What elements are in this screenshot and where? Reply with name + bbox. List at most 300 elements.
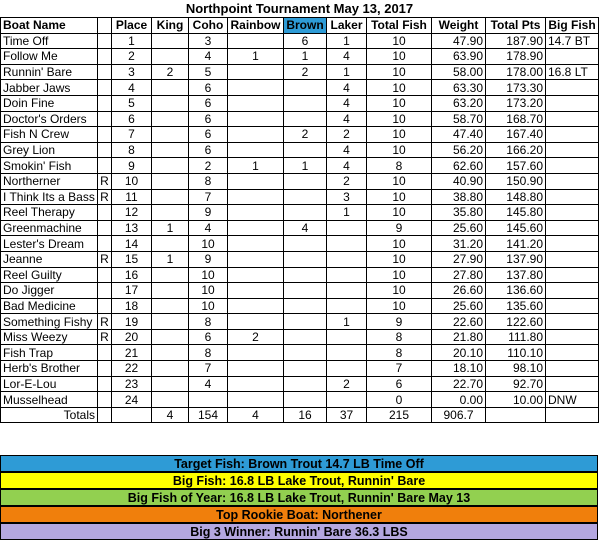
cell-coho: 6	[189, 95, 228, 111]
cell-king	[152, 361, 189, 377]
cell-place: 19	[112, 314, 152, 330]
cell-total-fish: 0	[367, 392, 432, 408]
cell-coho: 7	[189, 361, 228, 377]
cell-rookie-flag	[98, 33, 112, 49]
cell-weight: 35.80	[432, 205, 486, 221]
totals-row	[1, 407, 599, 423]
cell-rainbow	[228, 392, 284, 408]
cell-big-fish	[546, 173, 599, 189]
cell-boat-name: Something Fishy	[1, 314, 98, 330]
cell-boat-name: Smokin' Fish	[1, 158, 98, 174]
cell-weight: 63.90	[432, 49, 486, 65]
totals-brown: 16	[284, 407, 327, 423]
cell-rainbow	[228, 80, 284, 96]
cell-rookie-flag	[98, 267, 112, 283]
cell-king	[152, 127, 189, 143]
cell-rainbow	[228, 314, 284, 330]
cell-big-fish	[546, 189, 599, 205]
cell-big-fish	[546, 205, 599, 221]
cell-boat-name: Runnin' Bare	[1, 64, 98, 80]
col-header-weight: Weight	[432, 18, 486, 34]
cell-boat-name: Lor-E-Lou	[1, 376, 98, 392]
cell-laker: 4	[327, 142, 367, 158]
cell-rookie-flag	[98, 205, 112, 221]
cell-big-fish: 14.7 BT	[546, 33, 599, 49]
cell-laker: 4	[327, 80, 367, 96]
cell-boat-name: Fish N Crew	[1, 127, 98, 143]
cell-rookie-flag	[98, 345, 112, 361]
cell-big-fish	[546, 142, 599, 158]
cell-coho: 4	[189, 220, 228, 236]
cell-place: 14	[112, 236, 152, 252]
cell-rookie-flag: R	[98, 329, 112, 345]
cell-boat-name: Doin Fine	[1, 95, 98, 111]
cell-boat-name: Time Off	[1, 33, 98, 49]
cell-place: 13	[112, 220, 152, 236]
cell-rainbow	[228, 64, 284, 80]
cell-place: 23	[112, 376, 152, 392]
col-header-laker: Laker	[327, 18, 367, 34]
cell-laker	[327, 283, 367, 299]
cell-coho: 3	[189, 33, 228, 49]
cell-rookie-flag	[98, 283, 112, 299]
cell-laker: 1	[327, 205, 367, 221]
cell-laker: 1	[327, 64, 367, 80]
cell-weight: 26.60	[432, 283, 486, 299]
cell-total-pts: 178.90	[486, 49, 546, 65]
cell-king	[152, 345, 189, 361]
cell-place: 4	[112, 80, 152, 96]
cell-place: 24	[112, 392, 152, 408]
cell-rookie-flag	[98, 220, 112, 236]
cell-boat-name: I Think Its a Bass	[1, 189, 98, 205]
cell-rainbow	[228, 283, 284, 299]
cell-boat-name: Bad Medicine	[1, 298, 98, 314]
cell-laker	[327, 298, 367, 314]
cell-big-fish	[546, 111, 599, 127]
cell-king	[152, 33, 189, 49]
cell-rainbow: 2	[228, 329, 284, 345]
totals-rainbow: 4	[228, 407, 284, 423]
cell-place: 8	[112, 142, 152, 158]
cell-weight: 58.00	[432, 64, 486, 80]
cell-brown	[284, 329, 327, 345]
cell-brown	[284, 189, 327, 205]
cell-total-fish: 8	[367, 345, 432, 361]
cell-total-pts: 166.20	[486, 142, 546, 158]
cell-total-fish: 10	[367, 33, 432, 49]
cell-total-fish: 10	[367, 111, 432, 127]
cell-place: 18	[112, 298, 152, 314]
cell-king	[152, 314, 189, 330]
results-body	[1, 33, 599, 407]
cell-weight: 27.90	[432, 251, 486, 267]
cell-coho	[189, 392, 228, 408]
table-row	[1, 283, 599, 299]
cell-rookie-flag	[98, 236, 112, 252]
cell-place: 2	[112, 49, 152, 65]
cell-total-pts: 135.60	[486, 298, 546, 314]
cell-rainbow: 1	[228, 158, 284, 174]
table-row	[1, 49, 599, 65]
col-header-rainbow: Rainbow	[228, 18, 284, 34]
table-row	[1, 220, 599, 236]
totals-total-fish: 215	[367, 407, 432, 423]
cell-king	[152, 49, 189, 65]
cell-boat-name: Lester's Dream	[1, 236, 98, 252]
cell-weight: 20.10	[432, 345, 486, 361]
cell-king	[152, 189, 189, 205]
cell-total-pts: 187.90	[486, 33, 546, 49]
cell-weight: 25.60	[432, 298, 486, 314]
cell-king	[152, 376, 189, 392]
cell-total-fish: 10	[367, 80, 432, 96]
cell-brown	[284, 345, 327, 361]
cell-big-fish	[546, 345, 599, 361]
results-table	[0, 17, 599, 423]
totals-cell	[546, 407, 599, 423]
cell-laker	[327, 251, 367, 267]
cell-total-fish: 9	[367, 314, 432, 330]
cell-brown: 6	[284, 33, 327, 49]
table-row	[1, 111, 599, 127]
cell-coho: 6	[189, 111, 228, 127]
cell-total-pts: 111.80	[486, 329, 546, 345]
cell-brown: 1	[284, 158, 327, 174]
cell-coho: 8	[189, 314, 228, 330]
cell-total-pts: 122.60	[486, 314, 546, 330]
cell-big-fish	[546, 95, 599, 111]
cell-total-pts: 157.60	[486, 158, 546, 174]
cell-weight: 63.20	[432, 95, 486, 111]
cell-total-fish: 10	[367, 49, 432, 65]
cell-boat-name: Musselhead	[1, 392, 98, 408]
cell-king	[152, 298, 189, 314]
cell-total-fish: 8	[367, 329, 432, 345]
cell-big-fish	[546, 80, 599, 96]
target-fish-banner: Target Fish: Brown Trout 14.7 LB Time Off	[0, 455, 598, 472]
cell-boat-name: Do Jigger	[1, 283, 98, 299]
cell-rainbow: 1	[228, 49, 284, 65]
cell-rainbow	[228, 95, 284, 111]
cell-laker: 4	[327, 49, 367, 65]
cell-boat-name: Fish Trap	[1, 345, 98, 361]
table-row	[1, 345, 599, 361]
totals-cell	[98, 407, 112, 423]
cell-total-pts: 110.10	[486, 345, 546, 361]
cell-rookie-flag	[98, 376, 112, 392]
cell-rookie-flag	[98, 127, 112, 143]
cell-total-pts: 10.00	[486, 392, 546, 408]
cell-total-fish: 9	[367, 220, 432, 236]
cell-total-fish: 10	[367, 95, 432, 111]
table-row	[1, 329, 599, 345]
cell-place: 16	[112, 267, 152, 283]
cell-brown	[284, 361, 327, 377]
cell-big-fish	[546, 267, 599, 283]
cell-place: 7	[112, 127, 152, 143]
cell-king	[152, 329, 189, 345]
cell-total-pts: 173.30	[486, 80, 546, 96]
cell-big-fish	[546, 236, 599, 252]
cell-total-pts: 148.80	[486, 189, 546, 205]
cell-coho: 2	[189, 158, 228, 174]
cell-laker: 4	[327, 95, 367, 111]
cell-brown	[284, 283, 327, 299]
cell-big-fish	[546, 49, 599, 65]
totals-label: Totals	[1, 407, 98, 423]
cell-total-pts: 137.80	[486, 267, 546, 283]
cell-rainbow	[228, 142, 284, 158]
table-row	[1, 80, 599, 96]
cell-rookie-flag	[98, 111, 112, 127]
cell-big-fish	[546, 361, 599, 377]
cell-coho: 9	[189, 251, 228, 267]
cell-rainbow	[228, 361, 284, 377]
cell-weight: 31.20	[432, 236, 486, 252]
cell-boat-name: Jeanne	[1, 251, 98, 267]
cell-rainbow	[228, 127, 284, 143]
cell-total-pts: 178.00	[486, 64, 546, 80]
cell-place: 22	[112, 361, 152, 377]
table-row	[1, 376, 599, 392]
big-fish-banner: Big Fish: 16.8 LB Lake Trout, Runnin' Bare	[0, 472, 598, 489]
cell-boat-name: Follow Me	[1, 49, 98, 65]
cell-weight: 0.00	[432, 392, 486, 408]
cell-total-fish: 10	[367, 64, 432, 80]
cell-total-pts: 98.10	[486, 361, 546, 377]
cell-big-fish	[546, 251, 599, 267]
cell-brown	[284, 111, 327, 127]
cell-total-fish: 10	[367, 251, 432, 267]
col-header-king: King	[152, 18, 189, 34]
cell-king	[152, 205, 189, 221]
cell-king	[152, 158, 189, 174]
cell-brown	[284, 251, 327, 267]
cell-total-pts: 136.60	[486, 283, 546, 299]
cell-coho: 10	[189, 298, 228, 314]
col-header-place: Place	[112, 18, 152, 34]
cell-total-fish: 10	[367, 127, 432, 143]
cell-brown	[284, 267, 327, 283]
cell-laker: 1	[327, 314, 367, 330]
cell-rookie-flag: R	[98, 314, 112, 330]
cell-place: 20	[112, 329, 152, 345]
cell-big-fish	[546, 329, 599, 345]
cell-laker: 4	[327, 111, 367, 127]
cell-rookie-flag	[98, 361, 112, 377]
cell-rookie-flag	[98, 158, 112, 174]
cell-king	[152, 142, 189, 158]
cell-rookie-flag	[98, 49, 112, 65]
table-row	[1, 298, 599, 314]
table-row	[1, 33, 599, 49]
cell-laker: 4	[327, 158, 367, 174]
cell-rainbow	[228, 220, 284, 236]
header-row	[1, 18, 599, 34]
cell-weight: 38.80	[432, 189, 486, 205]
table-row	[1, 314, 599, 330]
cell-brown	[284, 173, 327, 189]
cell-coho: 7	[189, 189, 228, 205]
cell-weight: 22.60	[432, 314, 486, 330]
cell-boat-name: Herb's Brother	[1, 361, 98, 377]
cell-king	[152, 236, 189, 252]
cell-place: 12	[112, 205, 152, 221]
cell-coho: 8	[189, 173, 228, 189]
cell-laker	[327, 329, 367, 345]
cell-rainbow	[228, 236, 284, 252]
cell-king	[152, 267, 189, 283]
cell-king	[152, 283, 189, 299]
col-header-total-pts: Total Pts	[486, 18, 546, 34]
cell-rookie-flag: R	[98, 173, 112, 189]
cell-total-fish: 10	[367, 189, 432, 205]
cell-total-pts: 173.20	[486, 95, 546, 111]
cell-weight: 63.30	[432, 80, 486, 96]
table-row	[1, 64, 599, 80]
cell-total-fish: 10	[367, 283, 432, 299]
cell-boat-name: Jabber Jaws	[1, 80, 98, 96]
cell-king: 1	[152, 220, 189, 236]
cell-laker	[327, 220, 367, 236]
cell-laker	[327, 236, 367, 252]
cell-rookie-flag	[98, 95, 112, 111]
cell-brown: 1	[284, 49, 327, 65]
page-title: Northpoint Tournament May 13, 2017	[185, 1, 414, 16]
big-3-winner-banner: Big 3 Winner: Runnin' Bare 36.3 LBS	[0, 523, 598, 540]
cell-big-fish: DNW	[546, 392, 599, 408]
cell-coho: 8	[189, 345, 228, 361]
col-header-coho: Coho	[189, 18, 228, 34]
cell-place: 21	[112, 345, 152, 361]
totals-weight: 906.7	[432, 407, 486, 423]
cell-place: 1	[112, 33, 152, 49]
cell-weight: 58.70	[432, 111, 486, 127]
top-rookie-banner: Top Rookie Boat: Northener	[0, 506, 598, 523]
cell-boat-name: Reel Therapy	[1, 205, 98, 221]
table-row	[1, 173, 599, 189]
cell-rainbow	[228, 111, 284, 127]
cell-big-fish	[546, 376, 599, 392]
cell-total-fish: 6	[367, 376, 432, 392]
cell-coho: 6	[189, 127, 228, 143]
col-header-boat-name: Boat Name	[1, 18, 98, 34]
cell-king	[152, 95, 189, 111]
cell-laker	[327, 267, 367, 283]
table-row	[1, 236, 599, 252]
cell-brown	[284, 80, 327, 96]
cell-big-fish	[546, 283, 599, 299]
cell-brown: 2	[284, 127, 327, 143]
cell-rainbow	[228, 189, 284, 205]
cell-weight: 47.40	[432, 127, 486, 143]
table-row	[1, 189, 599, 205]
cell-laker: 2	[327, 127, 367, 143]
table-row	[1, 251, 599, 267]
col-header-big-fish: Big Fish	[546, 18, 599, 34]
cell-weight: 18.10	[432, 361, 486, 377]
cell-boat-name: Miss Weezy	[1, 329, 98, 345]
col-header-rookie	[98, 18, 112, 34]
cell-big-fish	[546, 158, 599, 174]
cell-brown	[284, 298, 327, 314]
cell-weight: 21.80	[432, 329, 486, 345]
cell-rainbow	[228, 173, 284, 189]
cell-brown	[284, 142, 327, 158]
cell-total-fish: 10	[367, 173, 432, 189]
cell-big-fish	[546, 298, 599, 314]
cell-brown	[284, 392, 327, 408]
table-row	[1, 95, 599, 111]
cell-coho: 6	[189, 142, 228, 158]
totals-cell	[486, 407, 546, 423]
cell-rainbow	[228, 298, 284, 314]
cell-rookie-flag	[98, 80, 112, 96]
cell-total-pts: 150.90	[486, 173, 546, 189]
cell-total-pts: 145.60	[486, 220, 546, 236]
cell-place: 3	[112, 64, 152, 80]
cell-coho: 5	[189, 64, 228, 80]
table-row	[1, 267, 599, 283]
cell-boat-name: Reel Guilty	[1, 267, 98, 283]
cell-king	[152, 173, 189, 189]
table-row	[1, 392, 599, 408]
cell-total-pts: 141.20	[486, 236, 546, 252]
cell-big-fish: 16.8 LT	[546, 64, 599, 80]
cell-rookie-flag	[98, 392, 112, 408]
table-row	[1, 361, 599, 377]
cell-place: 10	[112, 173, 152, 189]
cell-place: 11	[112, 189, 152, 205]
cell-laker	[327, 361, 367, 377]
cell-boat-name: Grey Lion	[1, 142, 98, 158]
cell-rookie-flag: R	[98, 189, 112, 205]
cell-king	[152, 392, 189, 408]
cell-coho: 4	[189, 49, 228, 65]
cell-laker: 1	[327, 33, 367, 49]
cell-total-pts: 168.70	[486, 111, 546, 127]
cell-coho: 6	[189, 329, 228, 345]
table-row	[1, 158, 599, 174]
cell-weight: 25.60	[432, 220, 486, 236]
cell-rookie-flag	[98, 142, 112, 158]
cell-total-fish: 7	[367, 361, 432, 377]
cell-total-fish: 10	[367, 236, 432, 252]
cell-total-fish: 8	[367, 158, 432, 174]
totals-cell	[112, 407, 152, 423]
cell-weight: 56.20	[432, 142, 486, 158]
table-row	[1, 205, 599, 221]
cell-coho: 10	[189, 283, 228, 299]
totals-coho: 154	[189, 407, 228, 423]
totals-king: 4	[152, 407, 189, 423]
cell-brown	[284, 95, 327, 111]
cell-rainbow	[228, 205, 284, 221]
cell-king	[152, 80, 189, 96]
cell-weight: 22.70	[432, 376, 486, 392]
cell-weight: 62.60	[432, 158, 486, 174]
cell-total-pts: 92.70	[486, 376, 546, 392]
cell-rainbow	[228, 33, 284, 49]
cell-coho: 10	[189, 236, 228, 252]
cell-laker	[327, 345, 367, 361]
cell-weight: 27.80	[432, 267, 486, 283]
cell-total-pts: 145.80	[486, 205, 546, 221]
cell-brown	[284, 376, 327, 392]
cell-coho: 10	[189, 267, 228, 283]
cell-king	[152, 111, 189, 127]
